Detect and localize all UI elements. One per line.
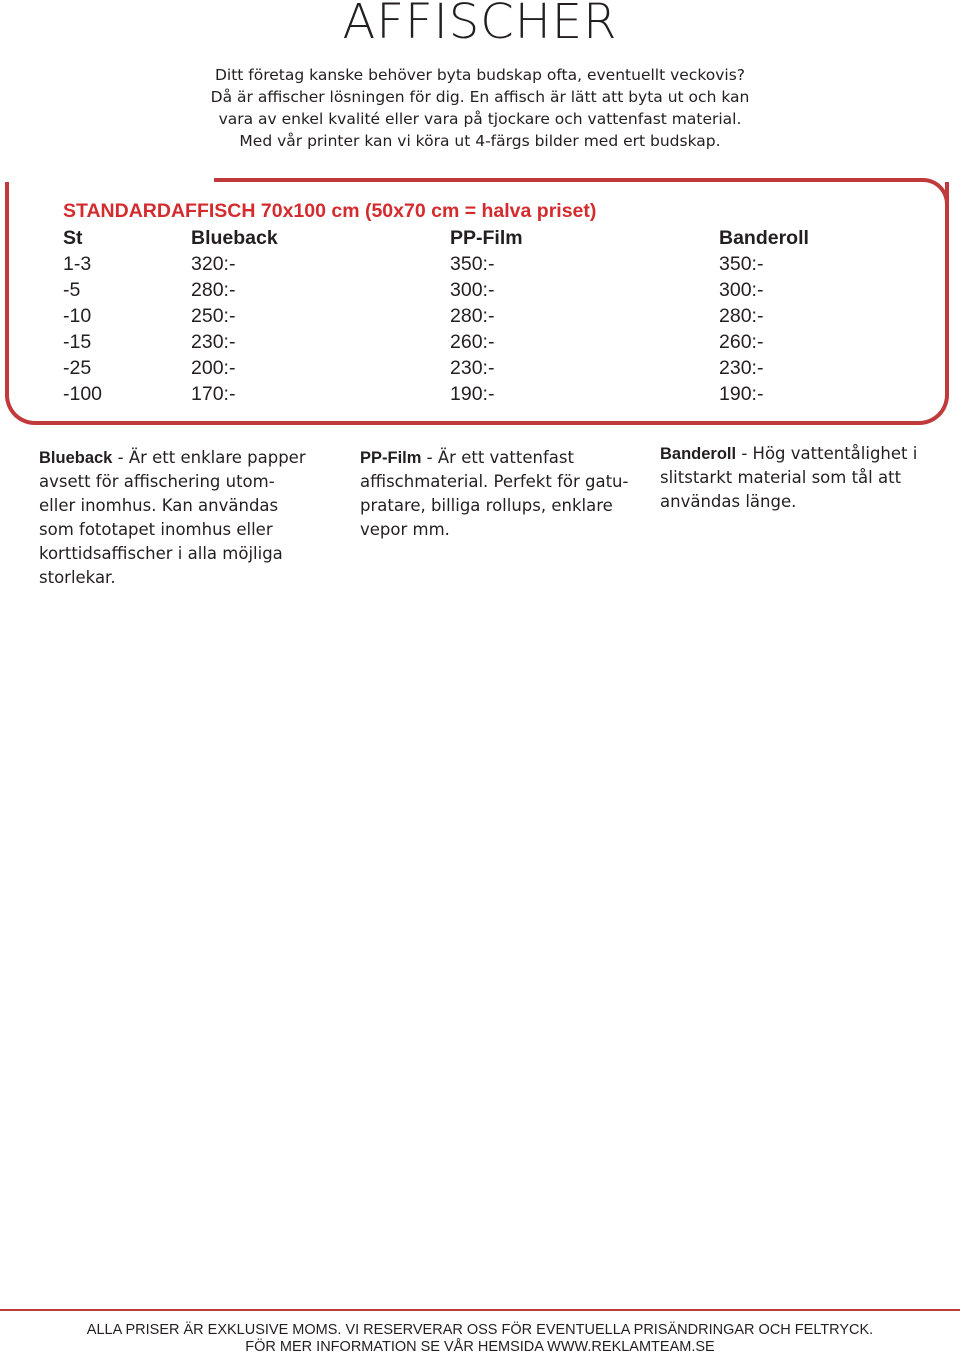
- table-row: [63, 355, 903, 381]
- blueback-price-cell: 280:-: [191, 279, 236, 301]
- intro-line: Ditt företag kanske behöver byta budskap ofta, eventuellt veckovis?: [214, 66, 746, 84]
- blueback-price-cell: 320:-: [191, 253, 236, 275]
- banderoll-price-cell: 280:-: [719, 305, 764, 327]
- description-term: Banderoll: [660, 445, 737, 463]
- description-line: [39, 446, 306, 470]
- price-table-header-row: [63, 225, 903, 251]
- description-blueback: [39, 446, 306, 590]
- quantity-cell: 1-3: [63, 253, 92, 275]
- footer: [0, 1322, 960, 1356]
- footer-disclaimer: ALLA PRISER ÄR EXKLUSIVE MOMS. VI RESERVERAR OSS FÖR EVENTUELLA PRISÄNDRINGAR OCH FELTRYCK.: [86, 1322, 874, 1338]
- pp-film-price-cell: 280:-: [450, 305, 495, 327]
- description-text: - Är ett enklare papper: [112, 448, 306, 467]
- banderoll-price-cell: 190:-: [719, 383, 764, 405]
- quantity-cell: -15: [63, 331, 92, 353]
- pp-film-price-cell: 190:-: [450, 383, 495, 405]
- table-row: [63, 277, 903, 303]
- intro-line: Med vår printer kan vi köra ut 4-färgs bilder med ert budskap.: [239, 132, 721, 150]
- description-line: som fototapet inomhus eller: [39, 520, 273, 539]
- column-header-blueback: Blueback: [191, 227, 278, 249]
- pp-film-price-cell: 230:-: [450, 357, 495, 379]
- intro-line: Då är affischer lösningen för dig. En affisch är lätt att byta ut och kan: [210, 88, 750, 106]
- quantity-cell: -5: [63, 279, 81, 301]
- description-line: eller inomhus. Kan användas: [39, 496, 279, 515]
- banderoll-price-cell: 300:-: [719, 279, 764, 301]
- quantity-cell: -10: [63, 305, 92, 327]
- table-row: [63, 251, 903, 277]
- price-table-heading: STANDARDAFFISCH 70x100 cm (50x70 cm = halva priset): [63, 200, 597, 222]
- blueback-price-cell: 230:-: [191, 331, 236, 353]
- column-header-banderoll: Banderoll: [719, 227, 809, 249]
- description-text: - Är ett vattenfast: [421, 448, 574, 467]
- description-line: pratare, billiga rollups, enklare: [360, 496, 613, 515]
- table-row: [63, 329, 903, 355]
- quantity-cell: -100: [63, 383, 103, 405]
- banderoll-price-cell: 260:-: [719, 331, 764, 353]
- banderoll-price-cell: 350:-: [719, 253, 764, 275]
- column-header-pp-film: PP-Film: [450, 227, 523, 249]
- description-term: Blueback: [39, 449, 113, 467]
- footer-divider: [0, 1309, 960, 1311]
- blueback-price-cell: 170:-: [191, 383, 236, 405]
- description-line: affischmaterial. Perfekt för gatu-: [360, 472, 629, 491]
- description-line: korttidsaffischer i alla möjliga: [39, 544, 283, 563]
- blueback-price-cell: 250:-: [191, 305, 236, 327]
- pp-film-price-cell: 300:-: [450, 279, 495, 301]
- intro-line: vara av enkel kvalité eller vara på tjockare och vattenfast material.: [218, 110, 742, 128]
- blueback-price-cell: 200:-: [191, 357, 236, 379]
- page-title: AFFISCHER: [342, 0, 618, 50]
- description-pp-film: [360, 446, 628, 542]
- intro-text: [0, 64, 960, 152]
- column-header-st: St: [63, 227, 83, 249]
- description-line: slitstarkt material som tål att: [660, 468, 902, 487]
- table-row: [63, 303, 903, 329]
- price-table: [63, 225, 903, 407]
- quantity-cell: -25: [63, 357, 92, 379]
- description-line: vepor mm.: [360, 520, 450, 539]
- table-row: [63, 381, 903, 407]
- description-line: storlekar.: [39, 568, 116, 587]
- banderoll-price-cell: 230:-: [719, 357, 764, 379]
- description-line: avsett för affischering utom-: [39, 472, 275, 491]
- description-banderoll: [660, 442, 917, 514]
- description-line: användas länge.: [660, 492, 797, 511]
- pp-film-price-cell: 260:-: [450, 331, 495, 353]
- description-line: [660, 442, 917, 466]
- description-text: - Hög vattentålighet i: [736, 444, 918, 463]
- footer-website-note: FÖR MER INFORMATION SE VÅR HEMSIDA WWW.REKLAMTEAM.SE: [245, 1339, 715, 1355]
- description-term: PP-Film: [360, 449, 422, 467]
- pp-film-price-cell: 350:-: [450, 253, 495, 275]
- description-line: [360, 446, 628, 470]
